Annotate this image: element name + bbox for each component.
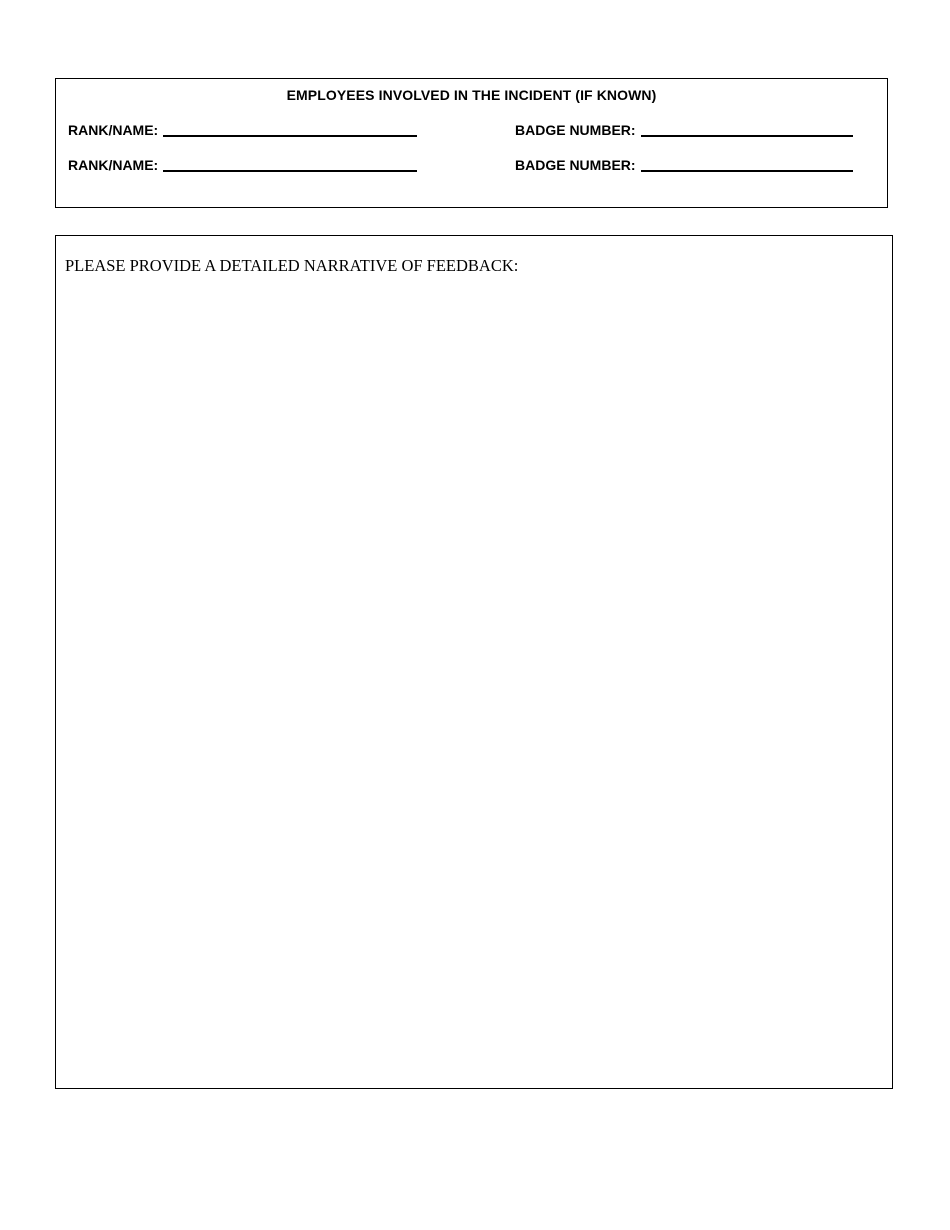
- badge-number-label: BADGE NUMBER:: [515, 122, 636, 138]
- rank-name-field: [68, 121, 417, 139]
- employee-row: [68, 156, 875, 176]
- employee-row: [68, 121, 875, 141]
- employees-involved-section: [55, 78, 888, 208]
- rank-name-field: [68, 156, 417, 174]
- narrative-textarea[interactable]: [65, 284, 883, 1079]
- badge-number-input-2[interactable]: [641, 156, 853, 172]
- narrative-section: [55, 235, 893, 1089]
- badge-number-label: BADGE NUMBER:: [515, 157, 636, 173]
- rank-name-input-2[interactable]: [163, 156, 417, 172]
- employees-section-title: EMPLOYEES INVOLVED IN THE INCIDENT (IF KNOWN): [286, 87, 657, 103]
- narrative-prompt: PLEASE PROVIDE A DETAILED NARRATIVE OF FEEDBACK:: [65, 256, 519, 275]
- rank-name-label: RANK/NAME:: [68, 122, 159, 138]
- badge-number-field: [515, 121, 853, 139]
- rank-name-label: RANK/NAME:: [68, 157, 159, 173]
- rank-name-input-1[interactable]: [163, 121, 417, 137]
- badge-number-input-1[interactable]: [641, 121, 853, 137]
- badge-number-field: [515, 156, 853, 174]
